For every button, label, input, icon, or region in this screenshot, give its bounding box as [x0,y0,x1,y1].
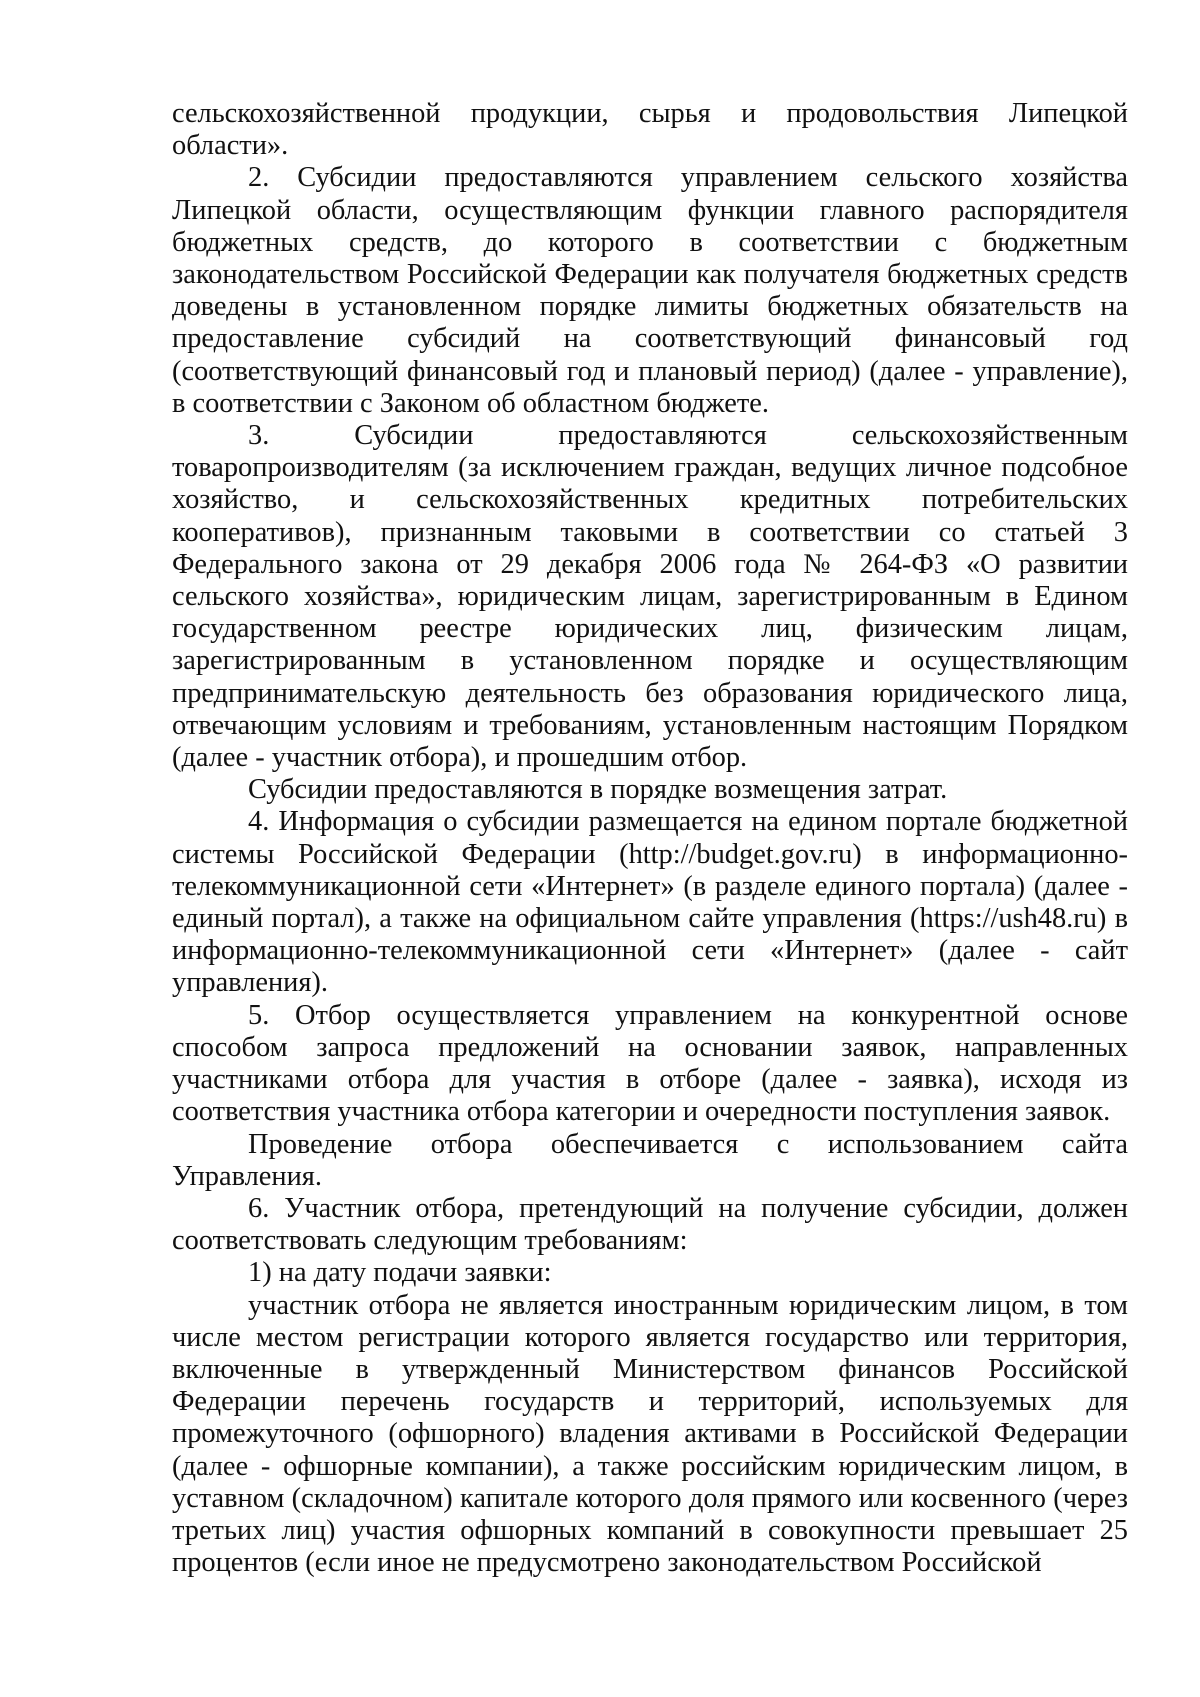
paragraph-item-5: 5. Отбор осуществляется управлением на конкурентной основе способом запроса предложений на основании заявок, направленных участниками отбора для участия в отборе (далее - заявка), исходя из соответствия участника отбора категории и очередности поступления заявок. [172,999,1128,1128]
paragraph-reimbursement: Субсидии предоставляются в порядке возмещения затрат. [248,774,948,806]
paragraph-selection-site: Проведение отбора обеспечивается с использованием сайта Управления. [172,1128,1128,1192]
paragraph-item-6: 6. Участник отбора, претендующий на получение субсидии, должен соответствовать следующим требованиям: [172,1192,1128,1257]
paragraph-item-3: 3. Субсидии предоставляются сельскохозяйственным товаропроизводителям (за исключением граждан, ведущих личное подсобное хозяйство, и сельскохозяйственных кредитных потребительских кооперативов), признанным таковыми в соответствии со статьей 3 Федерального закона от 29 декабря 2006 года № 264-ФЗ «О развитии сельского хозяйства», юридическим лицам, зарегистрированным в Едином государственном реестре юридических лиц, физическим лицам, зарегистрированным в установленном порядке и осуществляющим предпринимательскую деятельность без образования юридического лица, отвечающим условиям и требованиям, установленным настоящим Порядком (далее - участник отбора), и прошедшим отбор. [172,420,1128,774]
paragraph-continuation: сельскохозяйственной продукции, сырья и продовольствия Липецкой области». [172,98,1128,162]
paragraph-subitem-1: 1) на дату подачи заявки: [248,1257,552,1289]
document-page [172,98,1128,1579]
paragraph-item-4: 4. Информация о субсидии размещается на едином портале бюджетной системы Российской Федерации (http://budget.gov.ru) в информационно-телекоммуникационной сети «Интернет» (в разделе единого портала) (далее - единый портал), а также на официальном сайте управления (https://ush48.ru) в информационно-телекоммуникационной сети «Интернет» (далее - сайт управления). [172,806,1128,999]
paragraph-offshore-requirement: участник отбора не является иностранным юридическим лицом, в том числе местом регистрации которого является государство или территория, включенные в утвержденный Министерством финансов Российской Федерации перечень государств и территорий, используемых для промежуточного (офшорного) владения активами в Российской Федерации (далее - офшорные компании), а также российским юридическим лицом, в уставном (складочном) капитале которого доля прямого или косвенного (через третьих лиц) участия офшорных компаний в совокупности превышает 25 процентов (если иное не предусмотрено законодательством Российской [172,1289,1128,1579]
paragraph-item-2: 2. Субсидии предоставляются управлением сельского хозяйства Липецкой области, осуществляющим функции главного распорядителя бюджетных средств, до которого в соответствии с бюджетным законодательством Российской Федерации как получателя бюджетных средств доведены в установленном порядке лимиты бюджетных обязательств на предоставление субсидий на соответствующий финансовый год (соответствующий финансовый год и плановый период) (далее - управление), в соответствии с Законом об областном бюджете. [172,162,1128,419]
